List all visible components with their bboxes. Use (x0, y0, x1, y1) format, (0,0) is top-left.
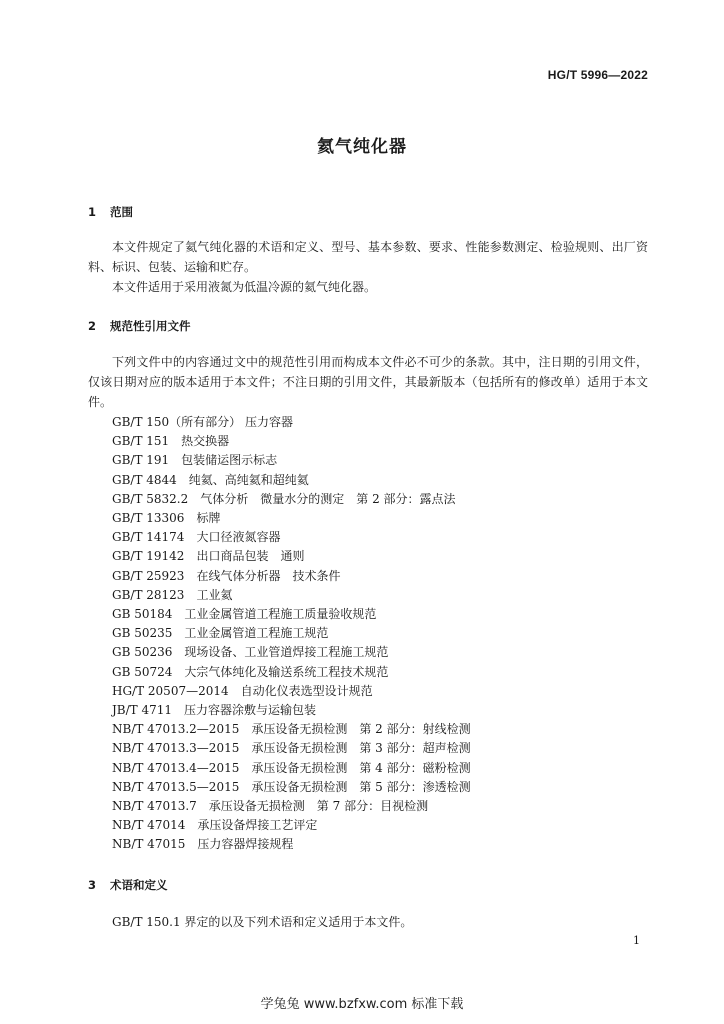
reference-item: NB/T 47015 压力容器焊接规程 (112, 837, 294, 852)
section-title: 范围 (110, 205, 133, 219)
section-1-heading (88, 204, 133, 220)
reference-item: JB/T 4711 压力容器涂敷与运输包装 (112, 703, 317, 718)
reference-item: NB/T 47013.2—2015 承压设备无损检测 第 2 部分：射线检测 (112, 722, 471, 737)
reference-item: NB/T 47013.3—2015 承压设备无损检测 第 3 部分：超声检测 (112, 741, 471, 756)
section-1-paragraph-2: 本文件适用于采用液氮为低温冷源的氦气纯化器。 (112, 280, 377, 294)
reference-item: GB 50184 工业金属管道工程施工质量验收规范 (112, 607, 377, 622)
document-title: 氦气纯化器 (317, 137, 407, 157)
reference-item: HG/T 20507—2014 自动化仪表选型设计规范 (112, 683, 373, 698)
reference-item: GB/T 19142 出口商品包装 通则 (112, 549, 305, 564)
reference-item: GB/T 13306 标牌 (112, 511, 221, 526)
reference-item: GB/T 14174 大口径液氮容器 (112, 530, 281, 545)
section-3-paragraph-1: GB/T 150.1 界定的以及下列术语和定义适用于本文件。 (112, 915, 413, 929)
reference-item: GB/T 4844 纯氦、高纯氦和超纯氦 (112, 472, 309, 487)
reference-item: GB/T 191 包装储运图示标志 (112, 453, 278, 468)
watermark-text: 学兔兔 www.bzfxw.com 标准下载 (260, 997, 464, 1012)
reference-item: GB/T 25923 在线气体分析器 技术条件 (112, 568, 341, 583)
reference-item: NB/T 47013.5—2015 承压设备无损检测 第 5 部分：渗透检测 (112, 779, 471, 794)
standard-code: HG/T 5996—2022 (547, 68, 648, 82)
reference-item: GB/T 28123 工业氦 (112, 587, 233, 602)
reference-item: GB/T 5832.2 气体分析 微量水分的测定 第 2 部分：露点法 (112, 491, 456, 506)
section-number: 2 (88, 319, 97, 333)
reference-item: GB/T 150（所有部分） 压力容器 (112, 415, 293, 429)
reference-item: NB/T 47013.7 承压设备无损检测 第 7 部分：目视检测 (112, 799, 429, 814)
section-title: 术语和定义 (110, 878, 168, 892)
section-number: 1 (88, 205, 97, 219)
reference-item: NB/T 47013.4—2015 承压设备无损检测 第 4 部分：磁粉检测 (112, 760, 471, 775)
section-number: 3 (88, 878, 97, 892)
section-2-heading (88, 318, 191, 334)
reference-item: GB 50235 工业金属管道工程施工规范 (112, 626, 329, 641)
normative-reference-list (112, 413, 471, 855)
page-number: 1 (633, 934, 640, 947)
section-2-intro: 下列文件中的内容通过文中的规范性引用而构成本文件必不可少的条款。其中，注日期的引用文件，仅该日期对应的版本适用于本文件；不注日期的引用文件，其最新版本（包括所有的修改单）适用于本文件。 (88, 355, 648, 409)
reference-item: GB 50724 大宗气体纯化及输送系统工程技术规范 (112, 664, 389, 679)
section-title: 规范性引用文件 (110, 319, 191, 333)
reference-item: GB 50236 现场设备、工业管道焊接工程施工规范 (112, 645, 389, 660)
reference-item: GB/T 151 热交换器 (112, 434, 230, 449)
section-3-heading (88, 877, 168, 893)
reference-item: NB/T 47014 承压设备焊接工艺评定 (112, 818, 318, 833)
section-1-paragraph-1: 本文件规定了氦气纯化器的术语和定义、型号、基本参数、要求、性能参数测定、检验规则、出厂资料、标识、包装、运输和贮存。 (88, 240, 648, 274)
